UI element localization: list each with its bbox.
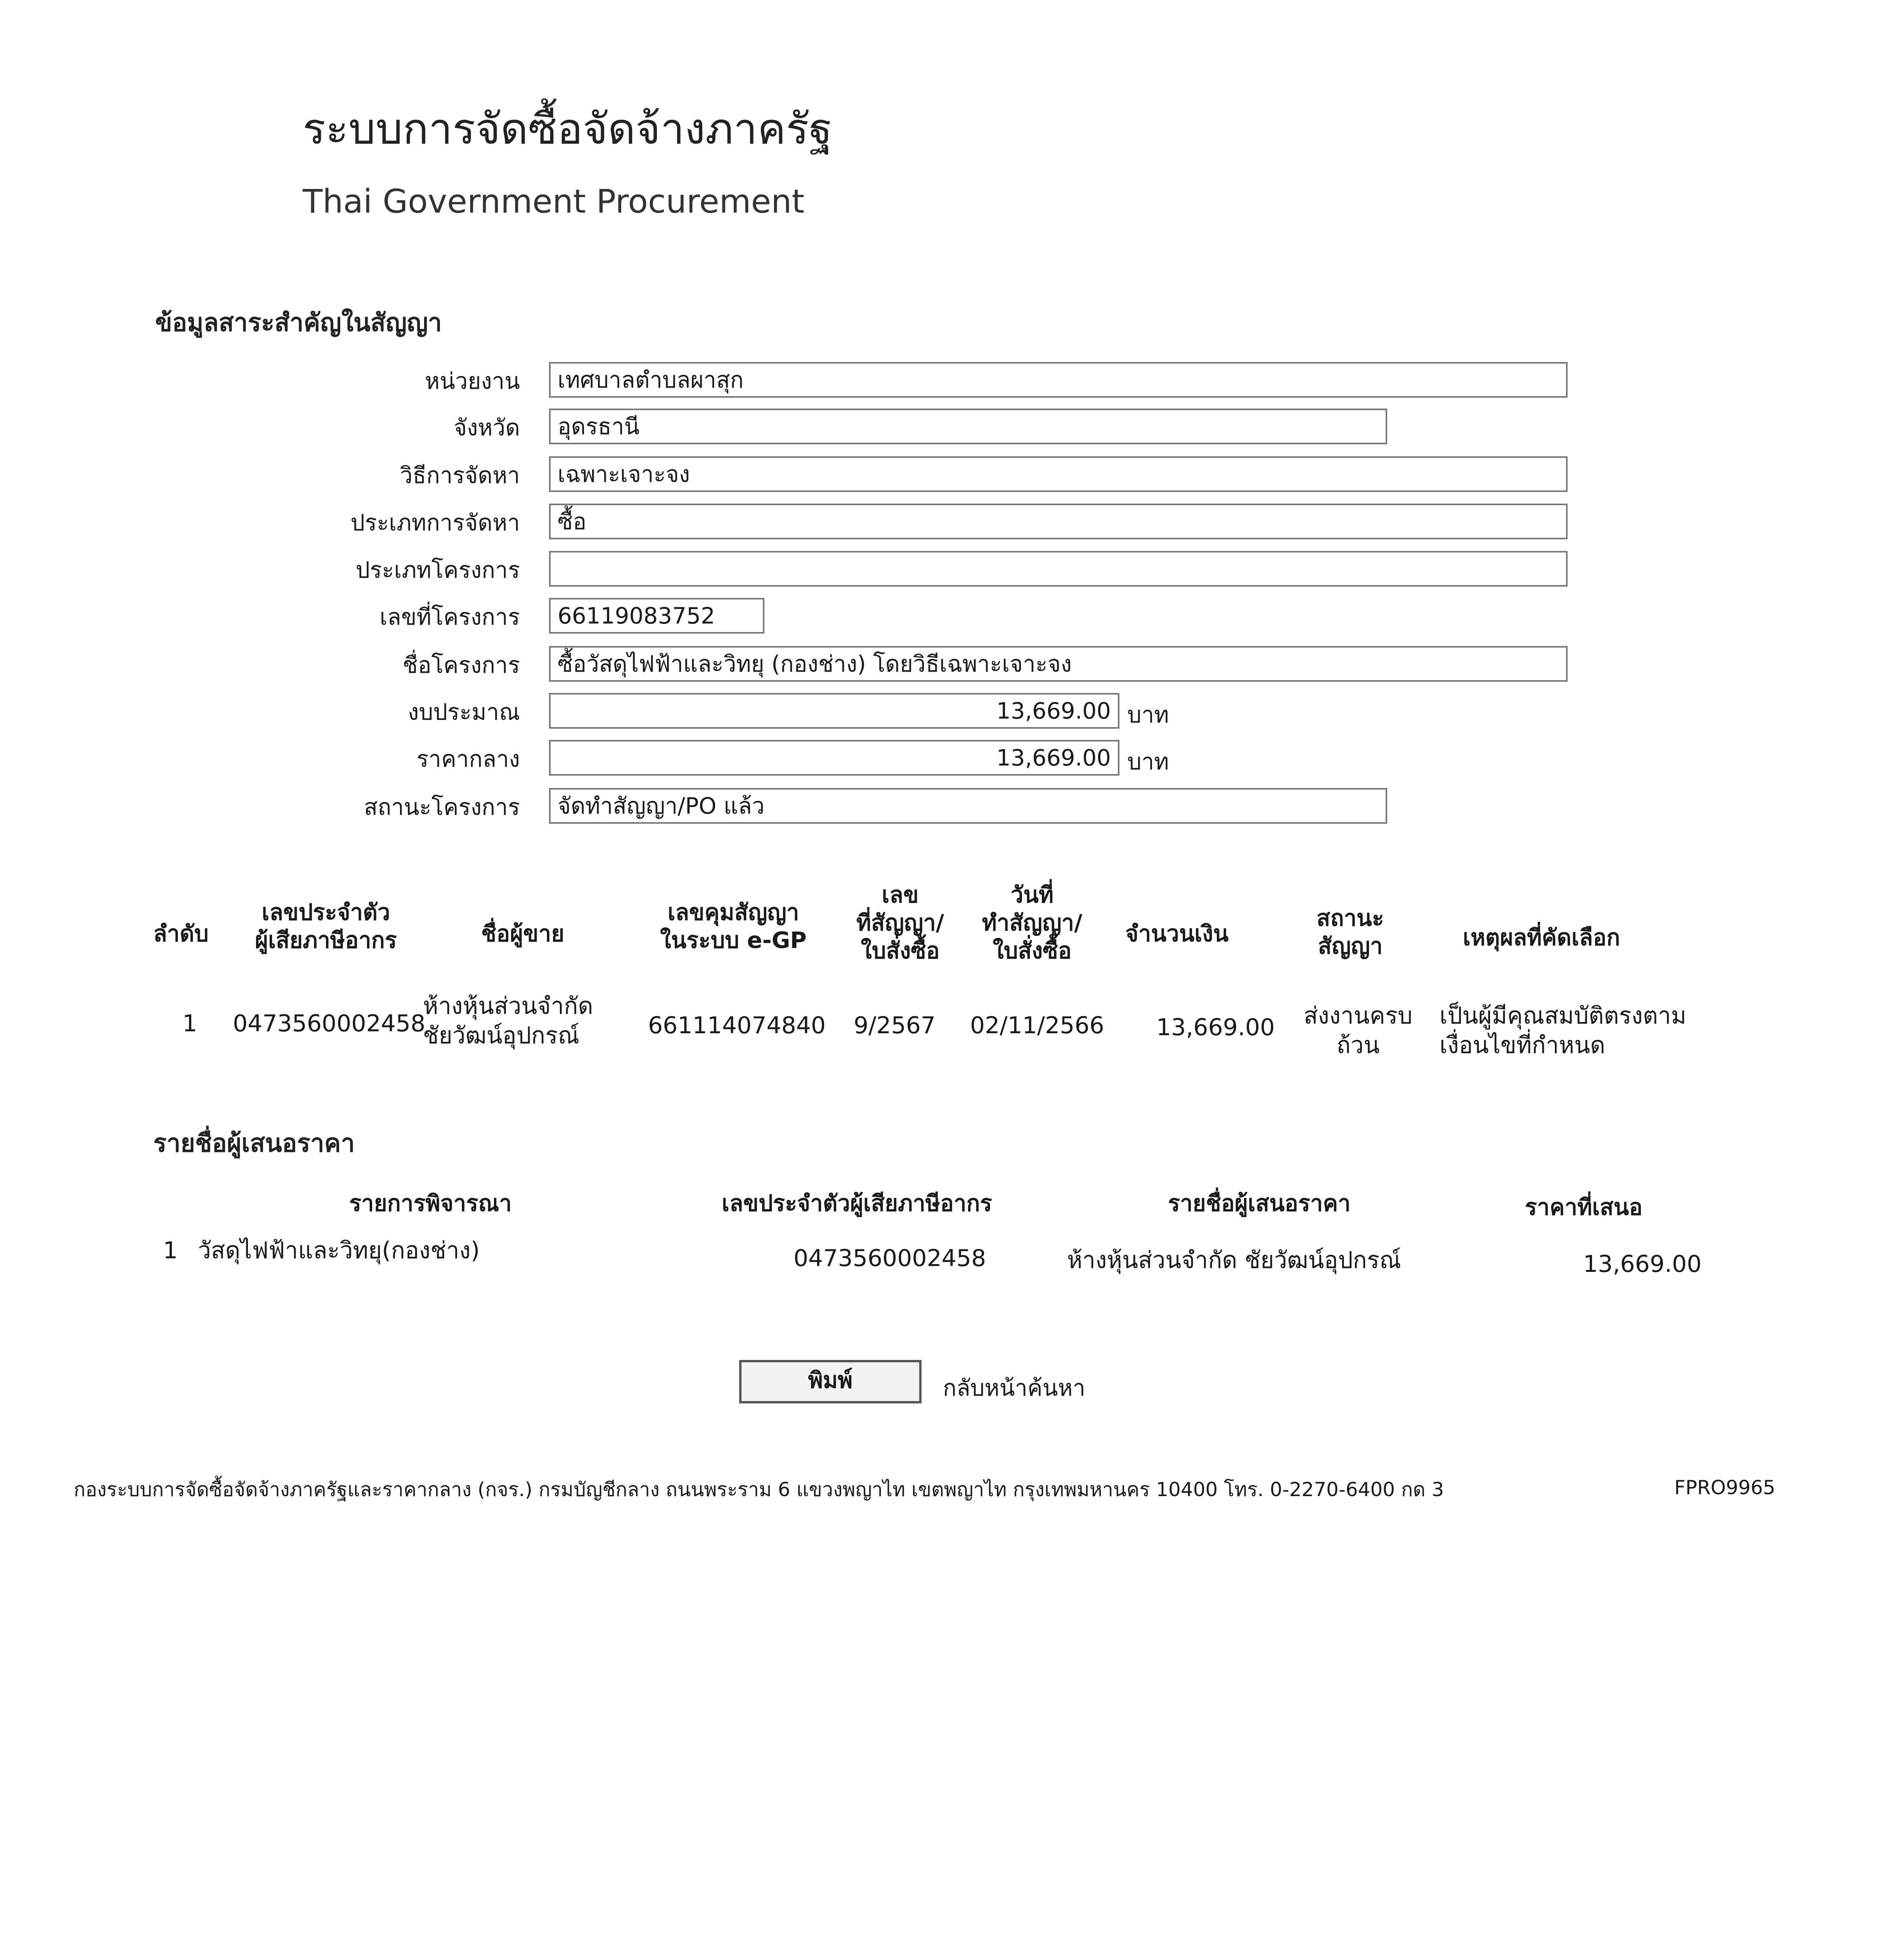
contract-info-title: ข้อมูลสาระสำคัญในสัญญา — [155, 308, 442, 337]
budget-label: งบประมาณ — [408, 699, 520, 725]
th-contract-no: เลข ที่สัญญา/ ใบสั่งซื้อ — [856, 882, 944, 964]
th-item: รายการพิจารณา — [349, 1190, 512, 1216]
th-contract-date: วันที่ ทำสัญญา/ ใบสั่งซื้อ — [982, 882, 1083, 964]
th-reason: เหตุผลที่คัดเลือก — [1463, 924, 1620, 951]
cell-tax-id: 0473560002458 — [233, 1010, 426, 1037]
agency-label: หน่วยงาน — [425, 368, 520, 394]
footer-address: กองระบบการจัดซื้อจัดจ้างภาครัฐและราคากลาง (กจร.) กรมบัญชีกลาง ถนนพระราม 6 แขวงพญาไท เขตพญาไท กรุงเทพมหานคร 10400 โทร. 0-2270-6400 กด 3 — [74, 1478, 1444, 1501]
th-price: ราคาที่เสนอ — [1525, 1194, 1643, 1220]
th-bidder: รายชื่อผู้เสนอราคา — [1168, 1190, 1351, 1216]
cell-contract-no: 9/2567 — [854, 1012, 936, 1039]
bid-tax-id: 0473560002458 — [793, 1245, 986, 1272]
budget-unit: บาท — [1127, 702, 1169, 728]
cell-seq: 1 — [182, 1010, 198, 1037]
th-bidder-tax-id: เลขประจำตัวผู้เสียภาษีอากร — [722, 1190, 992, 1216]
cell-contract-date: 02/11/2566 — [970, 1012, 1104, 1039]
bidders-title: รายชื่อผู้เสนอราคา — [153, 1129, 355, 1158]
budget-field: 13,669.00 — [549, 693, 1119, 729]
project-no-label: เลขที่โครงการ — [379, 604, 520, 630]
cell-amount: 13,669.00 — [1156, 1014, 1275, 1041]
bid-price: 13,669.00 — [1583, 1251, 1702, 1278]
th-tax-id: เลขประจำตัว ผู้เสียภาษีอากร — [255, 899, 397, 953]
project-type-field — [549, 551, 1568, 587]
method-label: วิธีการจัดหา — [400, 462, 520, 488]
bid-bidder: ห้างหุ้นส่วนจำกัด ชัยวัฒน์อุปกรณ์ — [1067, 1247, 1401, 1274]
bid-item: วัสดุไฟฟ้าและวิทยุ(กองช่าง) — [198, 1237, 480, 1264]
project-type-label: ประเภทโครงการ — [355, 557, 520, 583]
cell-control-no: 661114074840 — [648, 1012, 826, 1039]
procurement-type-field: ซื้อ — [549, 504, 1568, 539]
bid-seq: 1 — [163, 1237, 178, 1264]
median-price-unit: บาท — [1127, 748, 1169, 775]
province-label: จังหวัด — [454, 414, 520, 441]
th-seller: ชื่อผู้ขาย — [481, 920, 565, 947]
status-label: สถานะโครงการ — [364, 794, 520, 820]
print-button[interactable]: พิมพ์ — [739, 1360, 922, 1403]
procurement-type-label: ประเภทการจัดหา — [350, 509, 520, 536]
back-to-search-link[interactable]: กลับหน้าค้นหา — [943, 1375, 1086, 1401]
province-field: อุดรธานี — [549, 409, 1387, 444]
cell-status: ส่งงานครบ ถ้วน — [1303, 1002, 1413, 1059]
th-control-no: เลขคุมสัญญา ในระบบ e-GP — [660, 899, 807, 953]
agency-field: เทศบาลตำบลผาสุก — [549, 362, 1568, 398]
cell-seller: ห้างหุ้นส่วนจำกัด ชัยวัฒน์อุปกรณ์ — [423, 993, 593, 1049]
cell-reason: เป็นผู้มีคุณสมบัติตรงตาม เงื่อนไขที่กำหนด — [1440, 1002, 1687, 1059]
project-no-field: 66119083752 — [549, 598, 764, 634]
project-name-field: ซื้อวัสดุไฟฟ้าและวิทยุ (กองช่าง) โดยวิธีเฉพาะเจาะจง — [549, 646, 1568, 682]
th-seq: ลำดับ — [153, 920, 209, 947]
median-price-field: 13,669.00 — [549, 740, 1119, 776]
site-title: ระบบการจัดซื้อจัดจ้างภาครัฐ — [303, 104, 833, 154]
th-status: สถานะ สัญญา — [1317, 905, 1384, 959]
footer-code: FPRO9965 — [1674, 1476, 1776, 1499]
site-subtitle: Thai Government Procurement — [303, 182, 805, 220]
method-field: เฉพาะเจาะจง — [549, 456, 1568, 492]
status-field: จัดทำสัญญา/PO แล้ว — [549, 788, 1387, 824]
th-amount: จำนวนเงิน — [1125, 920, 1229, 947]
median-price-label: ราคากลาง — [416, 746, 520, 772]
project-name-label: ชื่อโครงการ — [402, 652, 520, 678]
